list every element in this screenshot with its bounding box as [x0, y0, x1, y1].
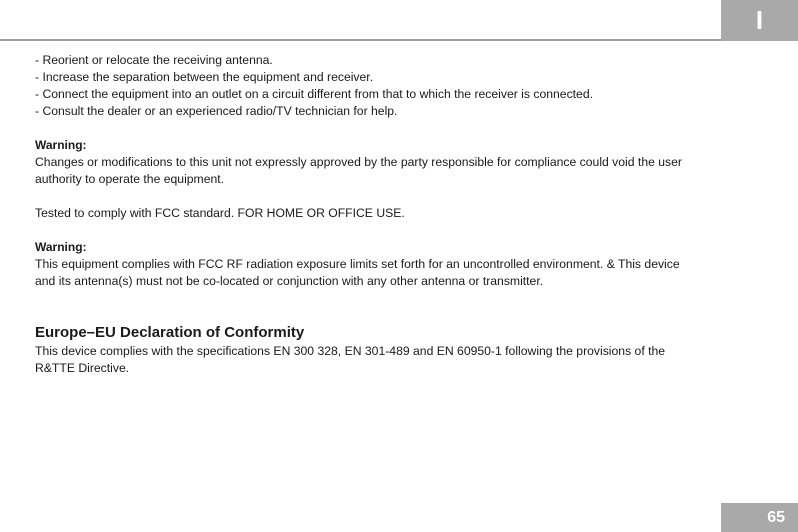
warning-heading: Warning:: [35, 138, 87, 152]
warning-text-line: This equipment complies with FCC RF radiation exposure limits set forth for an uncontrolled environment. & This device: [35, 257, 680, 271]
eu-text-line: R&TTE Directive.: [35, 361, 130, 375]
warning-text-line: authority to operate the equipment.: [35, 172, 225, 186]
page-content: [35, 52, 765, 377]
bullet-list: [35, 52, 765, 120]
bullet-item: - Connect the equipment into an outlet on a circuit different from that to which the receiver is connected.: [35, 87, 594, 101]
warning-paragraph: [35, 154, 765, 188]
tested-statement: Tested to comply with FCC standard. FOR HOME OR OFFICE USE.: [35, 206, 405, 220]
header-rule: [0, 39, 721, 41]
eu-declaration-paragraph: [35, 343, 765, 377]
warning-paragraph: [35, 256, 765, 290]
bullet-item: - Reorient or relocate the receiving antenna.: [35, 53, 273, 67]
eu-declaration-heading: Europe–EU Declaration of Conformity: [35, 324, 305, 341]
bullet-item: - Increase the separation between the equipment and receiver.: [35, 70, 374, 84]
section-tab: I: [721, 0, 798, 41]
warning-heading: Warning:: [35, 240, 87, 254]
page-number: 65: [721, 503, 798, 532]
eu-text-line: This device complies with the specifications EN 300 328, EN 301-489 and EN 60950-1 following the provisions of the: [35, 344, 666, 358]
bullet-item: - Consult the dealer or an experienced radio/TV technician for help.: [35, 104, 398, 118]
warning-text-line: Changes or modifications to this unit not expressly approved by the party responsible for compliance could void the user: [35, 155, 682, 169]
warning-text-line: and its antenna(s) must not be co-located or conjunction with any other antenna or transmitter.: [35, 274, 544, 288]
